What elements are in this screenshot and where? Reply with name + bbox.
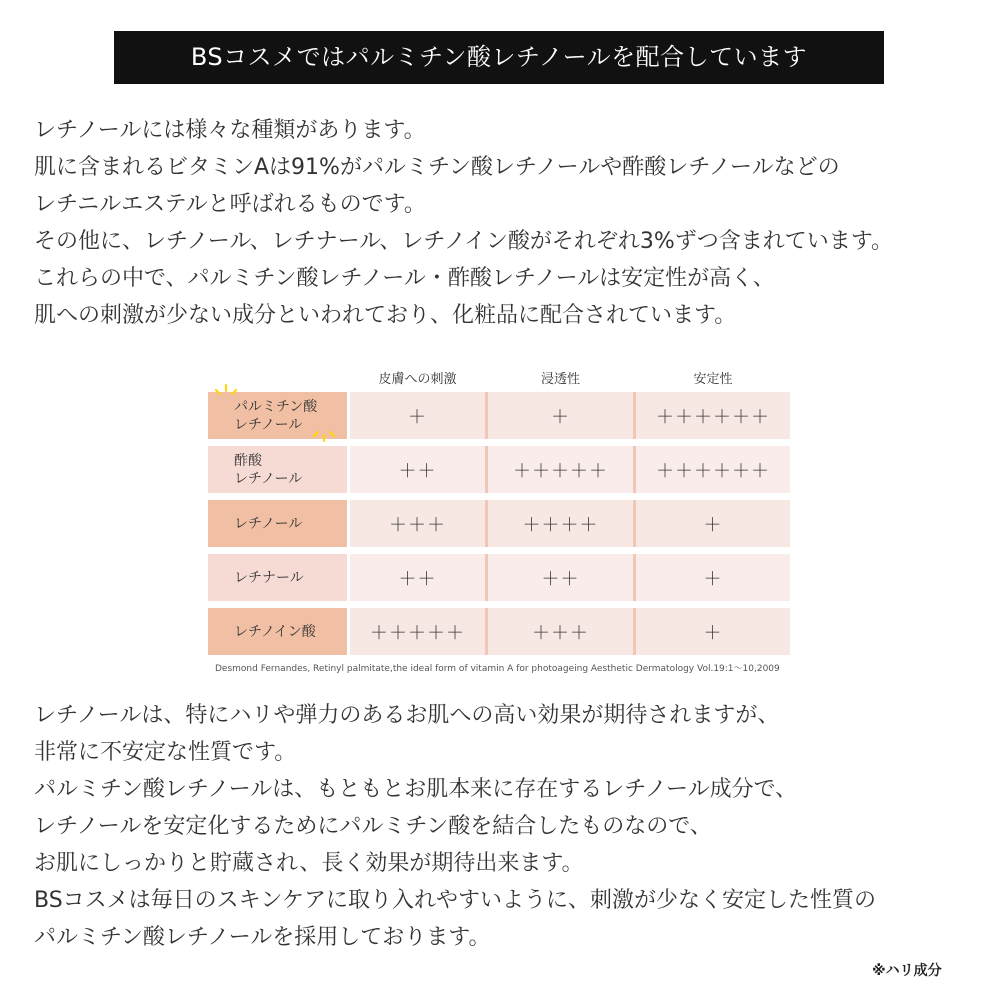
table-row bbox=[208, 608, 790, 655]
comparison-table bbox=[208, 360, 790, 662]
header-irritation: 皮膚への刺激 bbox=[378, 372, 457, 387]
intro-line: レチノールには様々な種類があります。 bbox=[34, 118, 426, 143]
cell-stability: ＋＋＋＋＋＋ bbox=[636, 392, 790, 439]
table-row bbox=[208, 554, 790, 601]
table-row bbox=[208, 500, 790, 547]
cell-penetration: ＋＋＋＋＋ bbox=[488, 446, 633, 493]
cell-stability: ＋ bbox=[636, 500, 790, 547]
intro-line: その他に、レチノール、レチナール、レチノイン酸がそれぞれ3%ずつ含まれています。 bbox=[34, 229, 894, 254]
cell-irritation: ＋＋＋ bbox=[350, 500, 485, 547]
row-name-retinal bbox=[208, 554, 347, 601]
cell-penetration: ＋ bbox=[488, 392, 633, 439]
body-line: パルミチン酸レチノールは、もともとお肌本来に存在するレチノール成分で、 bbox=[34, 777, 798, 802]
cell-irritation: ＋ bbox=[350, 392, 485, 439]
row-name-line: レチナール bbox=[234, 569, 304, 586]
banner-title: BSコスメではパルミチン酸レチノールを配合しています bbox=[190, 43, 808, 71]
cell-stability: ＋＋＋＋＋＋ bbox=[636, 446, 790, 493]
cell-penetration: ＋＋＋＋ bbox=[488, 500, 633, 547]
row-name-retinoic-acid bbox=[208, 608, 347, 655]
intro-line: これらの中で、パルミチン酸レチノール・酢酸レチノールは安定性が高く、 bbox=[34, 266, 775, 291]
body-line: レチノールを安定化するためにパルミチン酸を結合したものなので、 bbox=[34, 814, 712, 839]
body-paragraph bbox=[34, 697, 876, 956]
row-name-palmitate bbox=[208, 392, 347, 439]
cell-penetration: ＋＋＋ bbox=[488, 608, 633, 655]
intro-line: レチニルエステルと呼ばれるものです。 bbox=[34, 192, 426, 217]
cell-irritation: ＋＋＋＋＋ bbox=[350, 608, 485, 655]
cell-irritation: ＋＋ bbox=[350, 554, 485, 601]
intro-paragraph bbox=[34, 112, 893, 334]
intro-line: 肌に含まれるビタミンAは91%がパルミチン酸レチノールや酢酸レチノールなどの bbox=[34, 155, 840, 180]
cell-stability: ＋ bbox=[636, 608, 790, 655]
cell-penetration: ＋＋ bbox=[488, 554, 633, 601]
citation: Desmond Fernandes, Retinyl palmitate,the ideal form of vitamin A for photoageing Aesthetic Dermatology Vol.19:1～10,2009 bbox=[215, 664, 780, 674]
row-name-acetate bbox=[208, 446, 347, 493]
row-name-line: レチノール bbox=[234, 470, 303, 487]
sparkle-icon bbox=[312, 420, 336, 444]
header-stability: 安定性 bbox=[693, 372, 733, 387]
table-row bbox=[208, 392, 790, 439]
body-line: BSコスメは毎日のスキンケアに取り入れやすいように、刺激が少なく安定した性質の bbox=[34, 888, 877, 913]
row-name-line: レチノイン酸 bbox=[234, 623, 316, 640]
intro-line: 肌への刺激が少ない成分といわれており、化粧品に配合されています。 bbox=[34, 303, 737, 328]
cell-stability: ＋ bbox=[636, 554, 790, 601]
row-name-line: パルミチン酸 bbox=[234, 398, 318, 415]
row-name-line: レチノール bbox=[234, 515, 303, 532]
table-row bbox=[208, 446, 790, 493]
cell-irritation: ＋＋ bbox=[350, 446, 485, 493]
body-line: レチノールは、特にハリや弾力のあるお肌への高い効果が期待されますが、 bbox=[34, 703, 780, 728]
row-name-retinol bbox=[208, 500, 347, 547]
footnote: ※ハリ成分 bbox=[872, 963, 942, 979]
body-line: パルミチン酸レチノールを採用しております。 bbox=[34, 925, 491, 950]
body-line: 非常に不安定な性質です。 bbox=[34, 740, 297, 765]
table-header bbox=[208, 360, 790, 392]
banner-note-mark: ※ bbox=[717, 11, 727, 24]
body-line: お肌にしっかりと貯蔵され、長く効果が期待出来ます。 bbox=[34, 851, 584, 876]
sparkle-icon bbox=[214, 384, 238, 408]
header-penetration: 浸透性 bbox=[540, 372, 580, 387]
row-name-line: 酢酸 bbox=[234, 452, 262, 469]
row-name-line: レチノール bbox=[234, 416, 303, 433]
title-banner bbox=[114, 11, 884, 84]
